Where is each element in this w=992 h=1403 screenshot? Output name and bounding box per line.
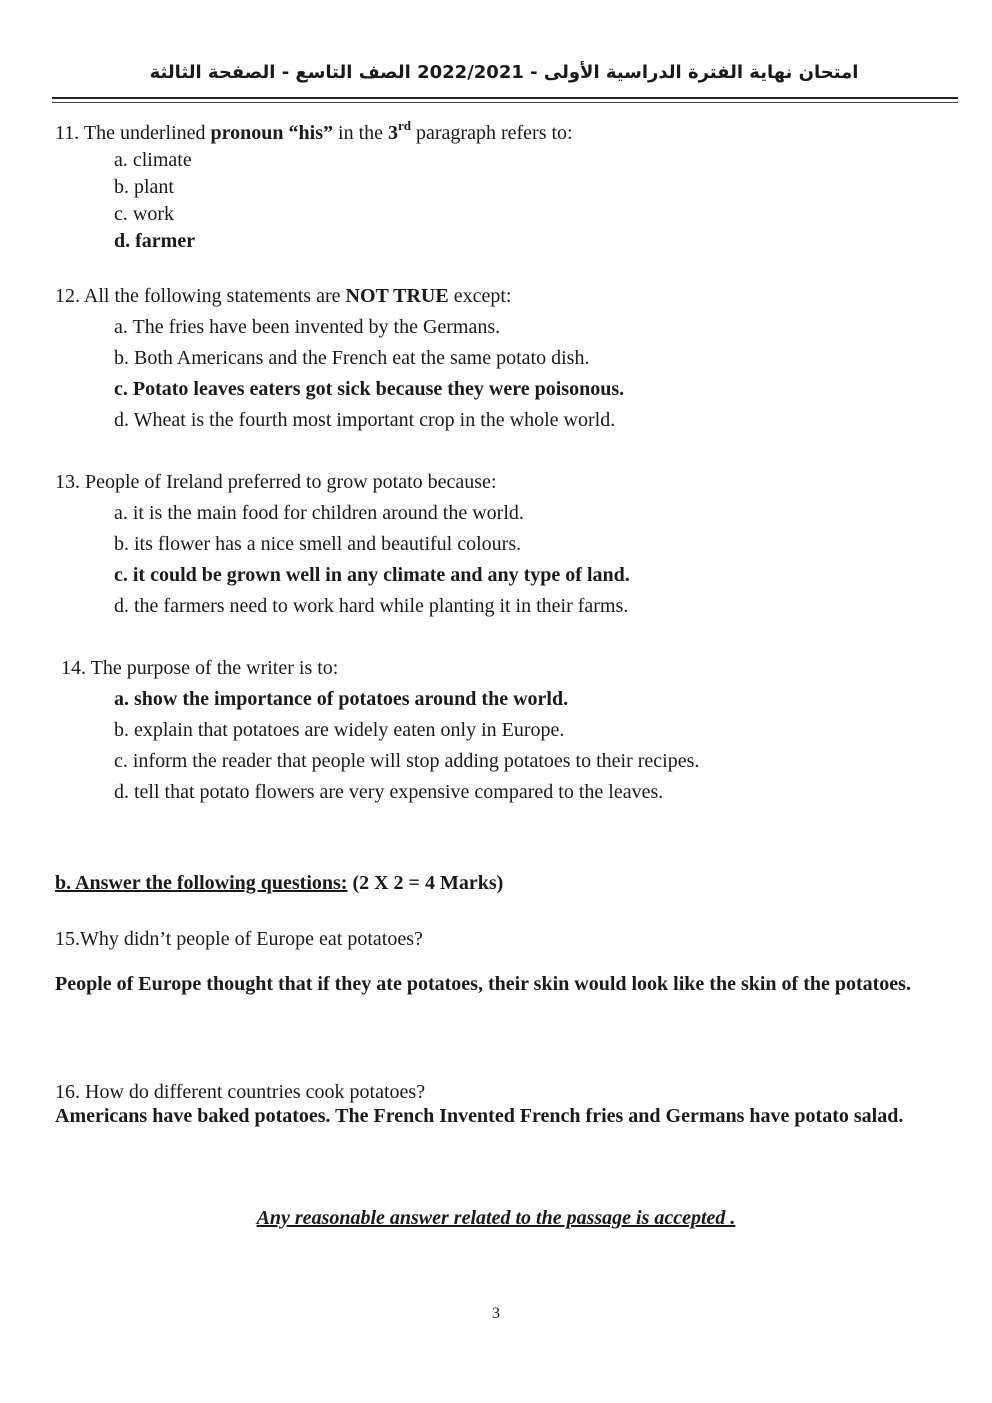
q11-stem-bold: pronoun “his” [210,122,334,144]
answer-15: People of Europe thought that if they ate potatoes, their skin would look like the skin of the potatoes. [55,973,911,995]
q12-stem-pre: 12. All the following statements are [55,285,346,307]
q11-option-d: d. farmer [114,230,196,252]
q12-option-b: b. Both Americans and the French eat the same potato dish. [114,347,590,369]
q11-option-b: b. plant [114,176,174,198]
question-12-stem [55,283,511,309]
header-rule-thin [52,102,958,103]
marking-note: Any reasonable answer related to the passage is accepted . [256,1207,736,1229]
answer-16: Americans have baked potatoes. The French Invented French fries and Germans have potato salad. [55,1105,904,1127]
q11-option-c: c. work [114,203,174,225]
header-rule-thick [52,97,958,99]
q14-option-d: d. tell that potato flowers are very expensive compared to the leaves. [114,781,664,803]
question-16: 16. How do different countries cook potatoes? [55,1081,426,1103]
q13-option-b: b. its flower has a nice smell and beautiful colours. [114,533,522,555]
question-11-stem [55,120,573,146]
question-14-stem: 14. The purpose of the writer is to: [61,657,339,679]
section-b-marks: (2 X 2 = 4 Marks) [347,872,504,894]
section-b-title: b. Answer the following questions: [55,872,348,894]
q14-option-c: c. inform the reader that people will stop adding potatoes to their recipes. [114,750,700,772]
q13-option-c: c. it could be grown well in any climate and any type of land. [114,564,630,586]
q12-option-d: d. Wheat is the fourth most important crop in the whole world. [114,409,616,431]
q12-stem-post: except: [448,285,512,307]
q12-stem-bold: NOT TRUE [345,285,449,307]
q14-option-a: a. show the importance of potatoes around the world. [114,688,569,710]
q13-option-d: d. the farmers need to work hard while planting it in their farms. [114,595,629,617]
page-number: 3 [492,1305,500,1322]
exam-header: امتحان نهاية الفترة الدراسية الأولى - 2022/2021 الصف التاسع - الصفحة الثالثة [149,62,859,83]
q12-option-c: c. Potato leaves eaters got sick because they were poisonous. [114,378,625,400]
q11-stem-pre: 11. The underlined [55,122,211,144]
section-b-heading [55,872,503,895]
q11-stem-mid: in the [333,122,389,144]
q11-stem-num: 3 [388,122,399,144]
q14-option-b: b. explain that potatoes are widely eaten only in Europe. [114,719,565,741]
q11-stem-sup: rd [398,118,412,133]
q12-option-a: a. The fries have been invented by the Germans. [114,316,501,338]
q13-option-a: a. it is the main food for children around the world. [114,502,524,524]
question-13-stem: 13. People of Ireland preferred to grow potato because: [55,471,497,493]
q11-stem-post: paragraph refers to: [411,122,573,144]
q11-option-a: a. climate [114,149,192,171]
question-15: 15.Why didn’t people of Europe eat potatoes? [55,928,423,950]
